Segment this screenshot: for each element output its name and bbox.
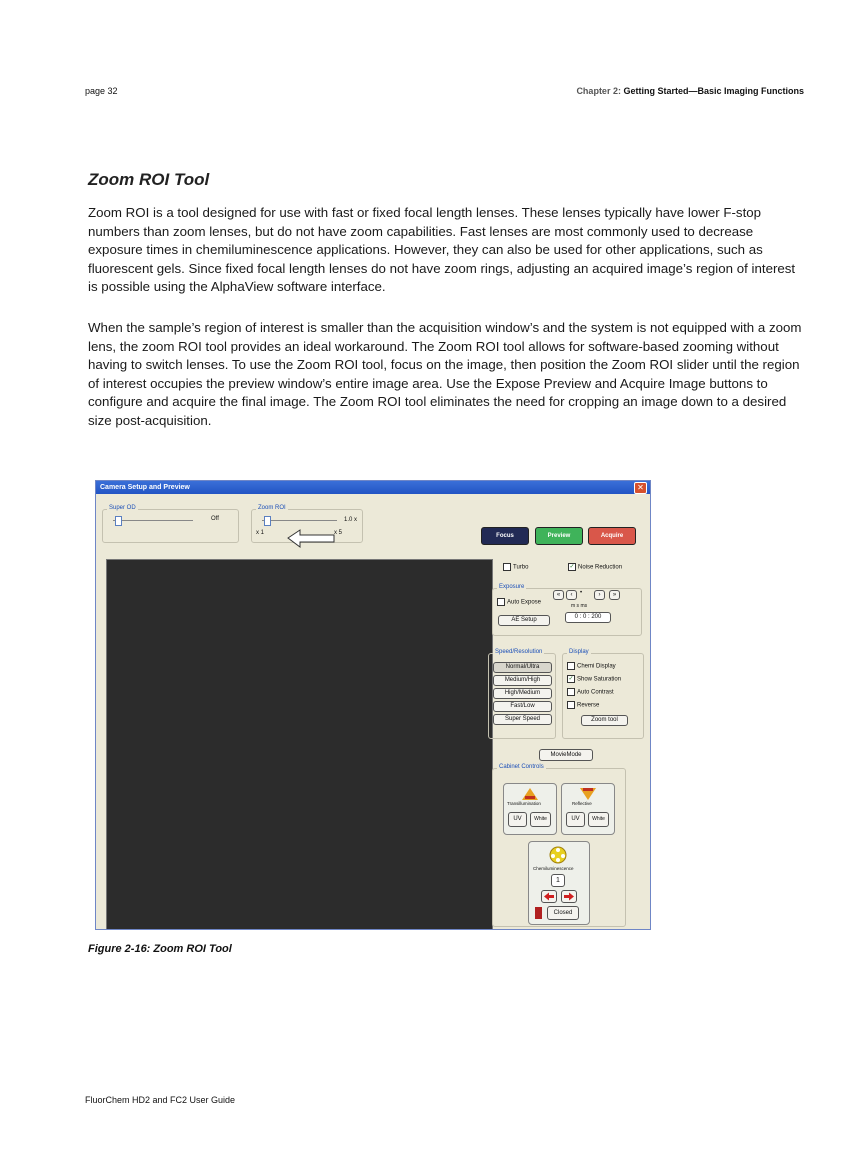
arrow-icon (286, 529, 336, 549)
section-title: Zoom ROI Tool (88, 170, 210, 189)
auto-expose-label: Auto Expose (507, 599, 542, 606)
speed-option-fast-low[interactable]: Fast/Low (493, 701, 552, 712)
right-arrow-icon (562, 891, 576, 902)
transillumination-icon (522, 788, 538, 800)
exposure-fast-forward-button[interactable]: » (609, 590, 620, 600)
transillumination-panel (503, 783, 557, 835)
close-icon[interactable]: ✕ (634, 482, 647, 494)
exposure-group (492, 584, 642, 636)
acquire-button[interactable]: Acquire (588, 527, 636, 545)
super-od-value: Off (211, 516, 219, 522)
show-saturation-checkbox[interactable]: ✓ Show Saturation (568, 676, 622, 683)
exposure-fast-back-button[interactable]: « (553, 590, 564, 600)
exposure-forward-button[interactable]: › (594, 590, 605, 600)
chemi-prev-button[interactable] (541, 890, 557, 903)
chemiluminescence-label: Chemiluminescence (533, 866, 574, 871)
turbo-checkbox[interactable] (503, 563, 528, 571)
cabinet-controls-group (492, 764, 626, 927)
footer: FluorChem HD2 and FC2 User Guide (85, 1095, 236, 1105)
figure-caption: Figure 2-16: Zoom ROI Tool (88, 943, 232, 955)
left-arrow-icon (542, 891, 556, 902)
chemi-next-button[interactable] (561, 890, 577, 903)
super-od-label: Super OD (109, 505, 136, 511)
super-od-track (113, 520, 193, 521)
speed-option-high-medium[interactable]: High/Medium (493, 688, 552, 699)
door-icon (535, 907, 543, 919)
zoom-tool-button[interactable]: Zoom tool (581, 715, 628, 726)
auto-expose-checkbox[interactable] (497, 598, 541, 606)
camera-setup-window (95, 480, 651, 930)
zoom-roi-label: Zoom ROI (258, 505, 286, 511)
transillumination-label: Transillumination (507, 801, 541, 806)
running-header (576, 86, 804, 96)
exposure-dot: • (580, 590, 583, 596)
noise-reduction-checkbox[interactable]: ✓ Noise Reduction (569, 564, 623, 571)
zoom-roi-max: x 5 (334, 530, 343, 536)
speed-option-super-speed[interactable]: Super Speed (493, 714, 552, 725)
movie-mode-button[interactable]: MovieMode (539, 749, 593, 761)
exposure-time-field[interactable]: 0 : 0 : 200 (565, 612, 611, 623)
auto-contrast-label: Auto Contrast (577, 689, 614, 696)
chapter-title: Getting Started—Basic Imaging Functions (623, 86, 804, 96)
reflective-panel (561, 783, 615, 835)
show-saturation-label: Show Saturation (577, 676, 622, 683)
cabinet-controls-label: Cabinet Controls (499, 764, 544, 770)
preview-area[interactable] (106, 559, 493, 930)
paragraph-2: When the sample’s region of interest is smaller than the acquisition window’s and the system is not equipped with a zoom lens, the zoom ROI tool provides an ideal workaround. The Zoom ROI tool allows for software-based zooming without having to switch lenses. To use the Zoom ROI tool, focus on the image, then position the Zoom ROI slider until the region of interest occupies the preview window’s entire image area. Use the Expose Preview and Acquire Image buttons to configure and acquire the final image. The Zoom ROI tool eliminates the need for cropping an image down to a desired size post-acquisition. (88, 320, 802, 428)
door-closed-button[interactable]: Closed (547, 906, 579, 920)
page-number: page 32 (85, 86, 118, 96)
ae-setup-button[interactable]: AE Setup (498, 615, 550, 626)
film-reel-icon (549, 846, 567, 864)
super-od-slider[interactable] (115, 516, 122, 526)
super-od-group (102, 505, 239, 543)
turbo-label: Turbo (513, 564, 529, 571)
speed-option-normal-ultra[interactable]: Normal/Ultra (493, 662, 552, 673)
chemi-display-checkbox[interactable] (567, 662, 616, 670)
window-title: Camera Setup and Preview (96, 481, 650, 494)
auto-contrast-checkbox[interactable] (567, 688, 614, 696)
trans-white-button[interactable]: White (530, 812, 551, 827)
exposure-label: Exposure (499, 584, 525, 590)
chemi-display-label: Chemi Display (577, 663, 616, 670)
chemi-value-field[interactable]: 1 (551, 874, 565, 887)
speed-resolution-label: Speed/Resolution (495, 649, 543, 655)
reflective-label: Reflective (572, 801, 592, 806)
zoom-roi-track (262, 520, 337, 521)
reflective-uv-button[interactable]: UV (566, 812, 585, 827)
reverse-checkbox[interactable] (567, 701, 599, 709)
zoom-roi-slider[interactable] (264, 516, 271, 526)
chapter-label: Chapter 2: (576, 86, 621, 96)
reverse-label: Reverse (577, 702, 600, 709)
speed-resolution-group (488, 649, 556, 739)
chemiluminescence-panel (528, 841, 590, 925)
reflective-white-button[interactable]: White (588, 812, 609, 827)
exposure-back-button[interactable]: ‹ (566, 590, 577, 600)
trans-uv-button[interactable]: UV (508, 812, 527, 827)
zoom-roi-min: x 1 (256, 530, 265, 536)
reflective-icon (580, 788, 596, 800)
exposure-units: m s ms (571, 603, 588, 609)
focus-button[interactable]: Focus (481, 527, 529, 545)
zoom-roi-value: 1.0 x (344, 517, 358, 523)
display-group (562, 649, 644, 739)
noise-reduction-label: Noise Reduction (578, 564, 623, 571)
display-label: Display (569, 649, 589, 655)
paragraph-1: Zoom ROI is a tool designed for use with fast or fixed focal length lenses. These lenses typically have lower F-stop numbers than zoom lenses, but do not have zoom capabilities. Fast lenses are most commonly used to decrease exposure times in chemiluminescence applications. However, they can also be used for other applications, such as fluorescent gels. Since fixed focal length lenses do not have zoom rings, adjusting an acquired image’s region of interest is possible using the AlphaView software interface. (88, 205, 796, 295)
preview-button[interactable]: Preview (535, 527, 583, 545)
speed-option-medium-high[interactable]: Medium/High (493, 675, 552, 686)
